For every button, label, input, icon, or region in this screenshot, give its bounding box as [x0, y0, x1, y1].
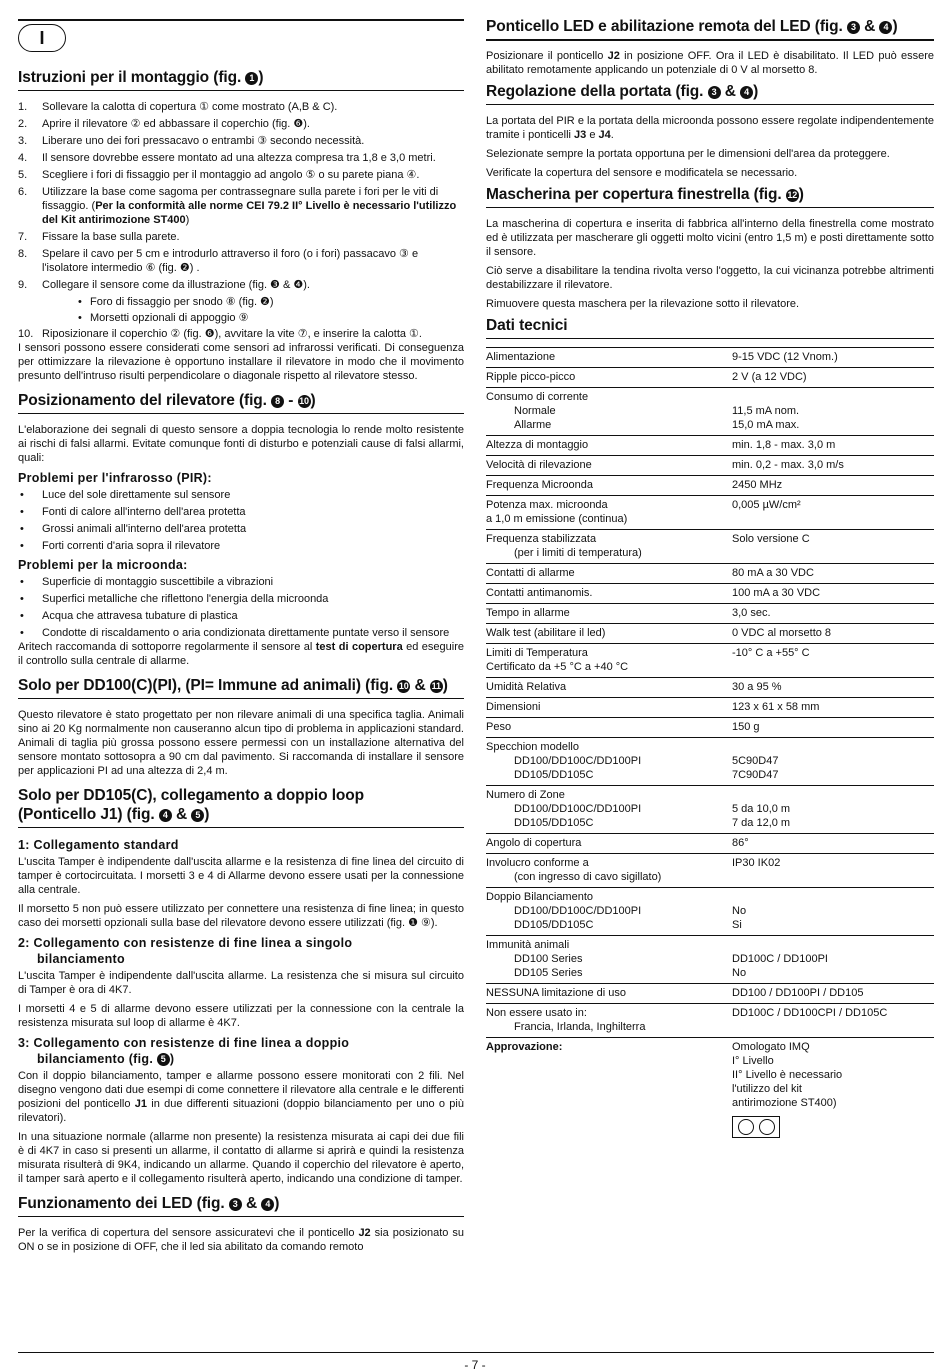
spec-row: Consumo di corrente Normale Allarme 11,5 mA nom. 15,0 mA max. — [486, 388, 934, 436]
heading-pir-problems: Problemi per l'infrarosso (PIR): — [18, 471, 212, 485]
spec-table — [486, 347, 934, 1141]
spec-row: Numero di Zone DD100/DD100C/DD100PI DD105/DD105C 5 da 10,0 m 7 da 12,0 m — [486, 786, 934, 834]
spec-row: Frequenza stabilizzata (per i limiti di temperatura) Solo versione C — [486, 530, 934, 564]
list-item: • Fonti di calore all'interno dell'area protetta — [18, 505, 464, 519]
heading-double-balance: 3: Collegamento con resistenze di fine linea a doppio bilanciamento (fig. 5 ) — [18, 1036, 350, 1066]
mounting-step: 3. Liberare uno dei fori pressacavo o entrambi ③ secondo necessità. — [18, 135, 365, 147]
language-badge: I — [18, 24, 66, 52]
mounting-step: 4. Il sensore dovrebbe essere montato ad una altezza compresa tra 1,8 e 3,0 metri. — [18, 152, 436, 164]
spec-row: Specchion modello DD100/DD100C/DD100PI DD105/DD105C 5C90D47 7C90D47 — [486, 738, 934, 786]
list-item: • Superficie di montaggio suscettibile a vibrazioni — [18, 575, 464, 589]
heading-standard-connection: 1: Collegamento standard — [18, 838, 179, 852]
list-item: • Luce del sole direttamente sul sensore — [18, 488, 464, 502]
spec-row: Altezza di montaggio min. 1,8 - max. 3,0 m — [486, 436, 934, 456]
double-balance-p2: In una situazione normale (allarme non presente) la resistenza misurata ai capi dei due fili è di 4K7 in caso si presenti un allarme, il contatto di allarme si aprirà e quindi la resistenza misurata risulterà di 9K4, indicando un allarme. Quando il coperchio del rilevatore è aperto, il tamper sarà aperto e il collegamento risulterà aperto, indicando una condizione di tamper. — [18, 1131, 464, 1185]
walk-test-paragraph: Aritech raccomanda di sottoporre regolarmente il sensore al test di copertura ed eseguire il controllo sulla centrale di allarme. — [18, 641, 465, 667]
heading-portata: Regolazione della portata (fig. 3 & 4 ) — [486, 82, 934, 105]
heading-dd105: Solo per DD105(C), collegamento a doppio loop (Ponticello J1) (fig. 4 & 5 ) — [18, 786, 464, 828]
heading-ponticello: Ponticello LED e abilitazione remota del LED (fig. 3 & 4 ) — [486, 17, 934, 40]
mounting-substeps — [78, 295, 464, 325]
mascherina-p1: La mascherina di copertura e inserita di fabbrica all'interno della finestrella come mostrato ed è utilizzata per mascherare gli oggetti molto vicini (entro 1,5 m) e posti direttamente sotto il sensore. — [486, 218, 934, 258]
positioning-paragraph: L'elaborazione dei segnali di questo sensore a doppia tecnologia lo rende molto resistente ai rischi di falsi allarmi. Evitate comunque fonti di disturbo e potenziali cause di falsi allarmi, quali: — [18, 424, 464, 464]
mounting-step: 8. Spelare il cavo per 5 cm e introdurlo attraverso il foro (o i fori) passacavo ③ e l'isolatore intermedio ⑥ (fig. ❷) . — [18, 248, 419, 274]
mounting-paragraph: I sensori possono essere considerati come sensori ad infrarossi verificati. Di conseguenza per ottimizzare la rilevazione è opportuno installare il rilevatore in modo che il movimento presunto dell'intruso risulti perpendicolare o diagonale rispetto al rilevatore stesso. — [18, 342, 464, 382]
heading-posizionamento: Posizionamento del rilevatore (fig. 8 - 10 ) — [18, 391, 464, 414]
imq-logo — [732, 1116, 780, 1138]
spec-row: Walk test (abilitare il led) 0 VDC al morsetto 8 — [486, 624, 934, 644]
spec-row: NESSUNA limitazione di uso DD100 / DD100PI / DD105 — [486, 984, 934, 1004]
microwave-problems-list — [18, 575, 464, 640]
spec-row: Angolo di copertura 86° — [486, 834, 934, 854]
mascherina-p3: Rimuovere questa maschera per la rilevazione sotto il rilevatore. — [486, 298, 800, 310]
portata-p2: Selezionate sempre la portata opportuna per le dimensioni dell'area da proteggere. — [486, 148, 890, 160]
spec-row: Immunità animali DD100 Series DD105 Series DD100C / DD100PI No — [486, 936, 934, 984]
heading-montaggio: Istruzioni per il montaggio (fig. 1 ) — [18, 68, 464, 91]
spec-row: Limiti di Temperatura Certificato da +5 °C a +40 °C -10° C a +55° C — [486, 644, 934, 678]
standard-connection-p2: Il morsetto 5 non può essere utilizzato per connettere una resistenza di fine linea; in questo caso dei morsetti opzionali sulla base del rilevatore devono essere utilizzati (fig. ❶ ⑨). — [18, 903, 464, 929]
pir-problems-list — [18, 488, 464, 553]
spec-row: Potenza max. microonda a 1,0 m emissione (continua) 0,005 µW/cm² — [486, 496, 934, 530]
mounting-step-10: 10. Riposizionare il coperchio ② (fig. ❻), avvitare la vite ⑦, e inserire la calotta ①. — [18, 328, 422, 340]
spec-row: Dimensioni 123 x 61 x 58 mm — [486, 698, 934, 718]
single-balance-p2: I morsetti 4 e 5 di allarme devono essere utilizzati per la connessione con la centrale la resistenza misurata sul loop di allarme è 4K7. — [18, 1003, 464, 1029]
spec-row: Peso 150 g — [486, 718, 934, 738]
spec-row: Tempo in allarme 3,0 sec. — [486, 604, 934, 624]
mounting-step: 1. Sollevare la calotta di copertura ① come mostrato (A,B & C). — [18, 101, 338, 113]
mounting-step: 5. Scegliere i fori di fissaggio per il montaggio ad angolo ⑤ o su parete piana ④. — [18, 169, 420, 181]
spec-row: Ripple picco-picco 2 V (a 12 VDC) — [486, 368, 934, 388]
mounting-step: 6. Utilizzare la base come sagoma per contrassegnare sulla parete i fori per le viti di fissaggio. (Per la conformità alle norme CEI 79.2 II° Livello è necessario l'utilizzo del Kit antirimozione ST400) — [18, 186, 457, 226]
spec-row: Alimentazione 9-15 VDC (12 Vnom.) — [486, 348, 934, 368]
spec-row: Non essere usato in: Francia, Irlanda, Inghilterra DD100C / DD100CPI / DD105C — [486, 1004, 934, 1038]
mounting-steps — [18, 100, 464, 292]
portata-p3: Verificate la copertura del sensore e modificatela se necessario. — [486, 167, 798, 179]
spec-row: Frequenza Microonda 2450 MHz — [486, 476, 934, 496]
single-balance-p1: L'uscita Tamper è indipendente dall'uscita allarme. La resistenza che si misura sul circuito di Tamper è ora di 4K7. — [18, 970, 464, 996]
right-column — [486, 17, 934, 1141]
mounting-step: 9. Collegare il sensore come da illustrazione (fig. ❸ & ❹). — [18, 279, 310, 291]
mounting-step: 7. Fissare la base sulla parete. — [18, 231, 180, 243]
portata-p1: La portata del PIR e la portata della microonda possono essere regolate indipendentemente tramite i ponticelli J3 e J4. — [486, 115, 934, 141]
left-column — [18, 60, 464, 1259]
led-paragraph: Per la verifica di copertura del sensore assicuratevi che il ponticello J2 sia posizionato su ON o se in posizione di OFF, che il led sia abilitato da comando remoto — [18, 1227, 464, 1253]
mounting-step: 2. Aprire il rilevatore ② ed abbassare il coperchio (fig. ❻). — [18, 118, 310, 130]
dd100-paragraph: Questo rilevatore è stato progettato per non rilevare animali di una specifica taglia. Animali sino ai 20 Kg normalmente non causeranno alcun tipo di problema in applicazioni standard. Animali di taglia più grossa possono essere permessi con un installazione alternativa del sensore montato sottosopra a 90 cm dal pavimento. Si raccomanda di installare il sensore per applicazioni PI ad una altezza di 2,4 m. — [18, 709, 464, 777]
spec-row: Doppio Bilanciamento DD100/DD100C/DD100PI DD105/DD105C No Si — [486, 888, 934, 936]
mascherina-p2: Ciò serve a disabilitare la tendina rivolta verso l'oggetto, la cui vicinanza potrebbe altrimenti destabilizzare il rilevatore. — [486, 265, 934, 291]
mounting-substep: • Foro di fissaggio per snodo ⑧ (fig. ❷) — [78, 295, 464, 309]
list-item: • Superfici metalliche che riflettono l'energia della microonda — [18, 592, 464, 606]
footer-rule — [18, 1352, 934, 1353]
top-rule-left — [18, 19, 464, 21]
standard-connection-p1: L'uscita Tamper è indipendente dall'uscita allarme e la resistenza di fine linea del circuito di tamper è cortocircuitata. I morsetti 3 e 4 di Allarme devono essere usati per la connessione alla centrale. — [18, 856, 464, 896]
spec-row: Contatti di allarme 80 mA a 30 VDC — [486, 564, 934, 584]
spec-row: Velocità di rilevazione min. 0,2 - max. 3,0 m/s — [486, 456, 934, 476]
spec-row-approval: Approvazione: Omologato IMQ I° Livello II° Livello è necessario l'utilizzo del kit antirimozione ST400) — [486, 1038, 934, 1142]
double-balance-p1: Con il doppio bilanciamento, tamper e allarme possono essere monitorati con 2 fili. Nel disegno vengono dati due esempi di come connettere il rilevatore alla centrale e le differenti posizioni del ponticello J1 in due differenti situazioni (doppio bilanciamento per uno o più rilevatori). — [18, 1070, 464, 1124]
spec-row: Involucro conforme a (con ingresso di cavo sigillato) IP30 IK02 — [486, 854, 934, 888]
list-item: • Grossi animali all'interno dell'area protetta — [18, 522, 464, 536]
list-item: • Acqua che attravesa tubature di plastica — [18, 609, 464, 623]
ponticello-paragraph: Posizionare il ponticello J2 in posizione OFF. Ora il LED è disabilitato. Il LED può essere abilitato remotamente applicando un potenziale di 0 V al morsetto 8. — [486, 50, 934, 76]
heading-dati-tecnici: Dati tecnici — [486, 316, 934, 339]
page-number: - 7 - — [464, 1358, 486, 1371]
heading-single-balance: 2: Collegamento con resistenze di fine linea a singolo bilanciamento — [18, 936, 353, 966]
heading-led: Funzionamento dei LED (fig. 3 & 4 ) — [18, 1194, 464, 1217]
spec-row: Umidità Relativa 30 a 95 % — [486, 678, 934, 698]
list-item: • Forti correnti d'aria sopra il rilevatore — [18, 539, 464, 553]
list-item: • Condotte di riscaldamento o aria condizionata direttamente puntate verso il sensore — [18, 626, 464, 640]
heading-dd100: Solo per DD100(C)(PI), (PI= Immune ad animali) (fig. 10 & 11 ) — [18, 676, 464, 699]
heading-mascherina: Mascherina per copertura finestrella (fig. 12 ) — [486, 185, 934, 208]
heading-microwave-problems: Problemi per la microonda: — [18, 558, 188, 572]
mounting-substep: • Morsetti opzionali di appoggio ⑨ — [78, 311, 464, 325]
spec-row: Contatti antimanomis. 100 mA a 30 VDC — [486, 584, 934, 604]
